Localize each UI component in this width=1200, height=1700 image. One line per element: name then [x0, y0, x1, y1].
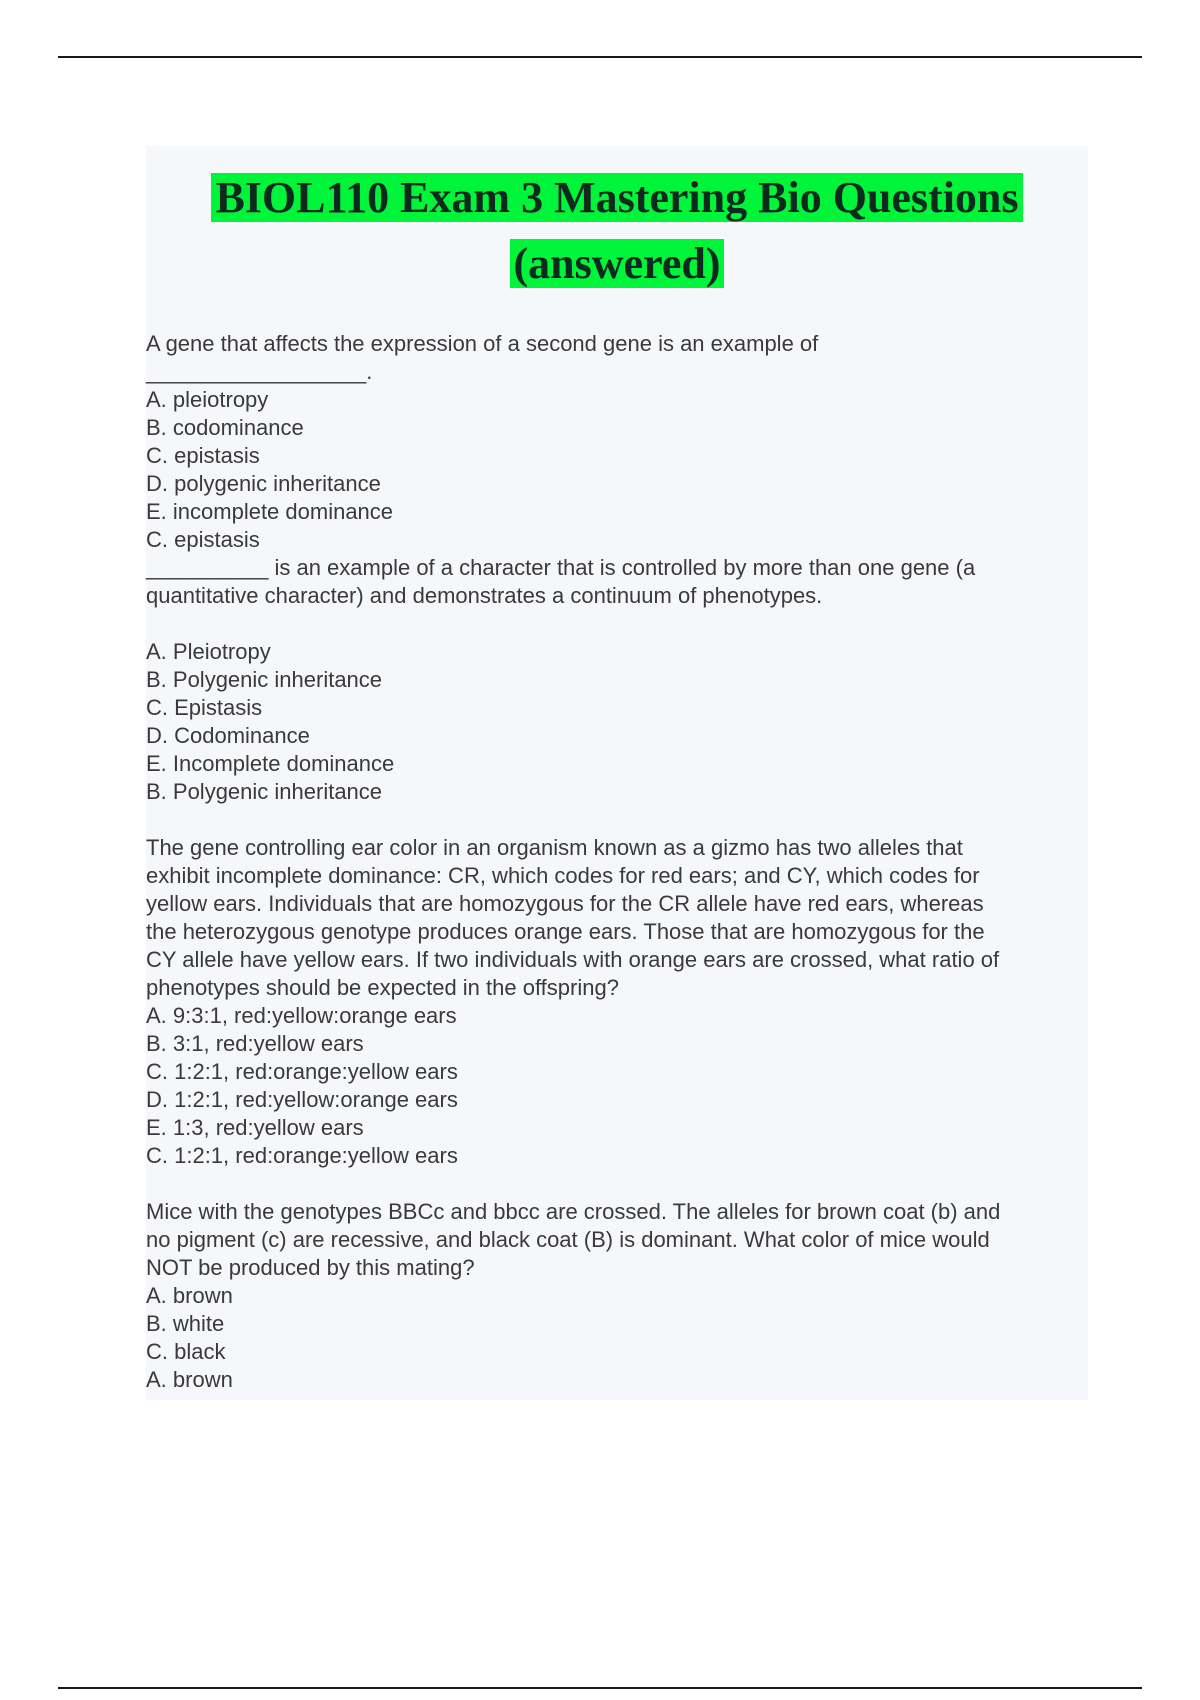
question-2	[146, 554, 1088, 806]
questions-list	[146, 330, 1088, 1394]
option-b: B. codominance	[146, 415, 304, 440]
option-c: C. 1:2:1, red:orange:yellow ears	[146, 1059, 458, 1084]
document-content	[146, 146, 1088, 1400]
question-prompt-line: NOT be produced by this mating?	[146, 1255, 475, 1280]
question-prompt-line: no pigment (c) are recessive, and black coat (B) is dominant. What color of mice would	[146, 1227, 990, 1252]
question-prompt-line: Mice with the genotypes BBCc and bbcc are crossed. The alleles for brown coat (b) and	[146, 1199, 1001, 1224]
answer: A. brown	[146, 1367, 233, 1392]
question-1	[146, 330, 1088, 554]
option-a: A. Pleiotropy	[146, 639, 271, 664]
option-d: D. 1:2:1, red:yellow:orange ears	[146, 1087, 458, 1112]
document-title	[146, 170, 1088, 302]
option-e: E. Incomplete dominance	[146, 751, 395, 776]
option-d: D. polygenic inheritance	[146, 471, 381, 496]
question-prompt-line: yellow ears. Individuals that are homozygous for the CR allele have red ears, whereas	[146, 891, 984, 916]
question-prompt-line: quantitative character) and demonstrates a continuum of phenotypes.	[146, 583, 823, 608]
spacer	[146, 806, 1088, 834]
title-line-1: BIOL110 Exam 3 Mastering Bio Questions	[211, 173, 1022, 222]
question-prompt-line: phenotypes should be expected in the offspring?	[146, 975, 619, 1000]
question-4	[146, 1198, 1088, 1394]
option-c: C. epistasis	[146, 443, 260, 468]
answer: C. 1:2:1, red:orange:yellow ears	[146, 1143, 458, 1168]
option-a: A. 9:3:1, red:yellow:orange ears	[146, 1003, 457, 1028]
option-b: B. 3:1, red:yellow ears	[146, 1031, 364, 1056]
question-prompt-line: __________ is an example of a character that is controlled by more than one gene (a	[146, 555, 976, 580]
question-prompt-line: CY allele have yellow ears. If two individuals with orange ears are crossed, what ratio of	[146, 947, 1000, 972]
question-3	[146, 834, 1088, 1170]
spacer	[146, 1170, 1088, 1198]
option-e: E. incomplete dominance	[146, 499, 394, 524]
answer: C. epistasis	[146, 527, 260, 552]
option-a: A. pleiotropy	[146, 387, 269, 412]
option-e: E. 1:3, red:yellow ears	[146, 1115, 364, 1140]
option-c: C. Epistasis	[146, 695, 263, 720]
option-b: B. white	[146, 1311, 225, 1336]
question-prompt-line: The gene controlling ear color in an organism known as a gizmo has two alleles that	[146, 835, 963, 860]
option-d: D. Codominance	[146, 723, 310, 748]
question-prompt-line: the heterozygous genotype produces orange ears. Those that are homozygous for the	[146, 919, 985, 944]
answer: B. Polygenic inheritance	[146, 779, 383, 804]
top-rule	[58, 56, 1142, 58]
title-line-2: (answered)	[510, 239, 725, 288]
option-b: B. Polygenic inheritance	[146, 667, 383, 692]
question-prompt-line: __________________.	[146, 359, 373, 384]
question-prompt-line: exhibit incomplete dominance: CR, which codes for red ears; and CY, which codes for	[146, 863, 980, 888]
option-a: A. brown	[146, 1283, 233, 1308]
spacer	[146, 610, 1088, 638]
question-prompt-line: A gene that affects the expression of a second gene is an example of	[146, 331, 819, 356]
bottom-rule	[58, 1687, 1142, 1689]
option-c: C. black	[146, 1339, 226, 1364]
